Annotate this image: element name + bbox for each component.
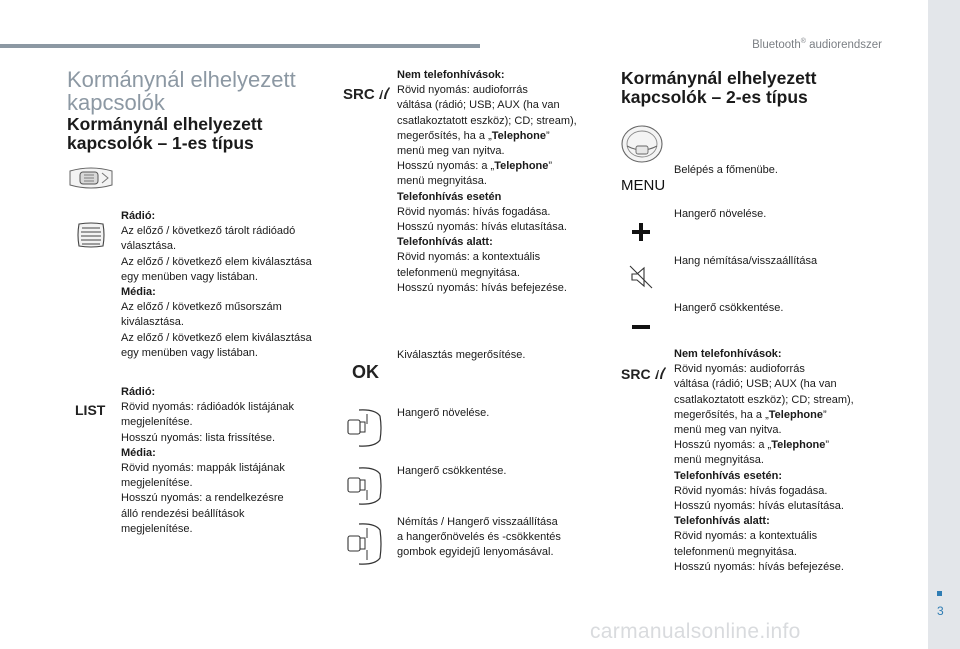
src-label: SRC <box>343 86 375 103</box>
section-title-light: Kormánynál elhelyezett kapcsolók <box>67 67 296 115</box>
block-subheading: Telefonhívás alatt: <box>674 515 770 528</box>
block-line: Hosszú nyomás: a „Telephone” <box>674 439 830 452</box>
block-line: megjelenítése. <box>121 522 193 535</box>
steering-wheel-icon <box>620 124 664 164</box>
block-line: Az előző / következő elem kiválasztása <box>121 255 312 268</box>
block-line: Rövid nyomás: audioforrás <box>674 363 805 376</box>
block-line: Rövid nyomás: a kontextuális <box>674 530 818 543</box>
block-line: Rövid nyomás: hívás fogadása. <box>397 205 551 218</box>
src-description <box>397 68 577 296</box>
thumbwheel-icon <box>76 222 106 248</box>
block-line: csatlakoztatott eszköz); CD; stream), <box>397 114 577 127</box>
src-description-type2 <box>674 347 854 575</box>
block-line: Hosszú nyomás: a rendelkezésre <box>121 492 284 505</box>
block-subheading: Nem telefonhívások: <box>674 348 782 360</box>
menu-description: Belépés a főmenübe. <box>674 164 778 176</box>
mute-icon <box>628 264 654 290</box>
volume-down-description: Hangerő csökkentése. <box>397 465 507 477</box>
plus-icon <box>631 222 651 242</box>
block-subheading: Rádió: <box>121 386 156 398</box>
block-line: telefonmenü megnyitása. <box>397 266 520 279</box>
block-line: Rövid nyomás: hívás fogadása. <box>674 484 828 497</box>
block-line: telefonmenü megnyitása. <box>674 545 797 558</box>
block-line: Rövid nyomás: audioforrás <box>397 84 528 97</box>
mute-description: Némítás / Hangerő visszaállítása a hangerőnövelés és -csökkentés gombok egyidejű lenyomásával. <box>397 516 561 559</box>
block-subheading: Telefonhívás esetén: <box>674 469 782 482</box>
src-phone-icon <box>343 84 391 102</box>
side-strip <box>928 0 960 649</box>
plus-description: Hangerő növelése. <box>674 208 767 220</box>
chapter-title: Bluetooth® audiorendszer <box>752 38 882 51</box>
block-subheading: Média: <box>121 286 156 299</box>
volume-up-control-icon <box>345 408 383 448</box>
block-line: Hosszú nyomás: hívás elutasítása. <box>397 221 567 234</box>
block-line: csatlakoztatott eszköz); CD; stream), <box>674 393 854 406</box>
block-line: egy menüben vagy listában. <box>121 346 258 359</box>
block-subheading: Rádió: <box>121 210 156 222</box>
block-line: megjelenítése. <box>121 477 193 490</box>
mute-control-icon <box>345 522 383 566</box>
mute-toggle-description: Hang némítása/visszaállítása <box>674 255 818 267</box>
steering-switch-type1-icon <box>66 163 116 193</box>
list-description <box>121 385 294 537</box>
volume-up-description: Hangerő növelése. <box>397 407 490 419</box>
src-phone-icon-type2 <box>621 364 667 382</box>
header-rule <box>0 44 480 48</box>
watermark: carmanualsonline.info <box>590 620 801 643</box>
block-line: álló rendezési beállítások <box>121 507 245 520</box>
block-subheading: Telefonhívás alatt: <box>397 236 493 249</box>
type1-heading: Kormánynál elhelyezett kapcsolók – 1-es típus <box>67 114 263 153</box>
radio-media-description <box>121 209 312 361</box>
minus-description: Hangerő csökkentése. <box>674 302 784 314</box>
block-line: Rövid nyomás: a kontextuális <box>397 251 541 264</box>
list-button-label: LIST <box>75 402 106 418</box>
block-line: Az előző / következő tárolt rádióadó <box>121 225 296 238</box>
page-number: 3 <box>937 604 944 618</box>
menu-button-label: MENU <box>621 177 666 194</box>
block-subheading: Nem telefonhívások: <box>397 69 505 81</box>
block-line: Az előző / következő műsorszám <box>121 301 282 314</box>
block-line: váltása (rádió; USB; AUX (ha van <box>397 99 560 112</box>
block-line: Hosszú nyomás: a „Telephone” <box>397 160 553 173</box>
block-line: menü megnyitása. <box>674 454 764 467</box>
block-line: menü meg van nyitva. <box>397 145 505 158</box>
minus-icon <box>631 324 651 330</box>
ok-description: Kiválasztás megerősítése. <box>397 349 526 361</box>
volume-down-control-icon <box>345 466 383 506</box>
block-line: menü meg van nyitva. <box>674 424 782 437</box>
block-line: kiválasztása. <box>121 316 184 329</box>
block-line: megerősítés, ha a „Telephone” <box>674 408 827 421</box>
block-subheading: Telefonhívás esetén <box>397 190 502 203</box>
block-line: Rövid nyomás: rádióadók listájának <box>121 401 295 414</box>
block-line: választása. <box>121 240 177 253</box>
type2-heading: Kormánynál elhelyezett kapcsolók – 2-es típus <box>621 68 817 107</box>
block-line: Rövid nyomás: mappák listájának <box>121 462 285 475</box>
block-line: egy menüben vagy listában. <box>121 270 258 283</box>
section-marker <box>937 591 942 596</box>
src-label-type2: SRC <box>621 366 651 382</box>
block-line: megerősítés, ha a „Telephone” <box>397 129 550 142</box>
block-line: váltása (rádió; USB; AUX (ha van <box>674 378 837 391</box>
block-subheading: Média: <box>121 446 156 459</box>
block-line: Hosszú nyomás: hívás befejezése. <box>397 281 567 294</box>
block-line: Hosszú nyomás: hívás befejezése. <box>674 560 844 573</box>
ok-button-label: OK <box>352 362 379 382</box>
block-line: megjelenítése. <box>121 416 193 429</box>
block-line: menü megnyitása. <box>397 175 487 188</box>
block-line: Hosszú nyomás: hívás elutasítása. <box>674 500 844 513</box>
block-line: Az előző / következő elem kiválasztása <box>121 331 312 344</box>
block-line: Hosszú nyomás: lista frissítése. <box>121 431 276 444</box>
